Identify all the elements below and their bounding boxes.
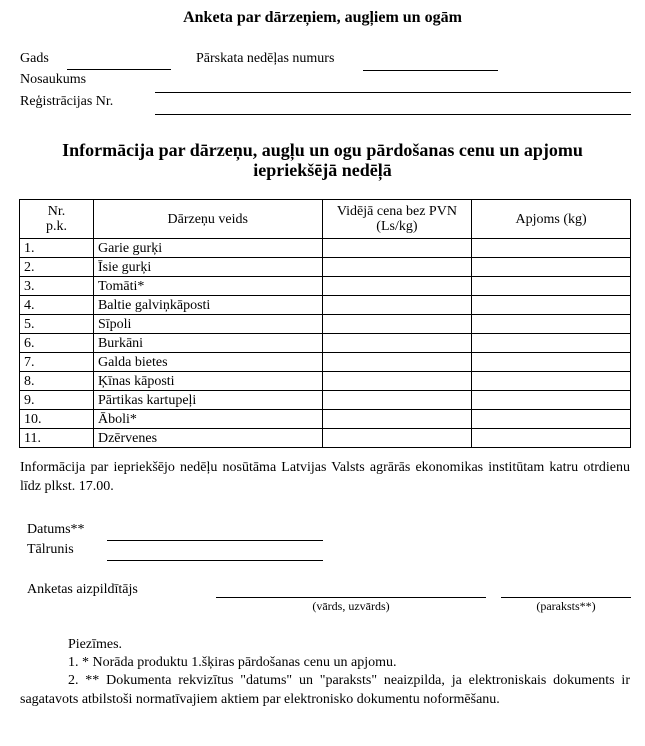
note-2: 2. ** Dokumenta rekvizītus "datums" un "paraksts" neaizpilda, ja elektroniskais dokuments ir sagatavots atbilstoši normatīvajiem aktiem par elektronisko dokumentu noformēšanu. [20,673,630,707]
table-row [20,296,631,315]
reg-field[interactable] [155,114,631,115]
phone-label: Tālrunis [27,542,74,557]
table-row [20,239,631,258]
row-number: 1. [20,239,94,258]
header-nr: Nr. p.k. [20,200,94,239]
section-heading-1: Informācija par dārzeņu, augļu un ogu pārdošanas cenu un apjomu [62,140,583,160]
volume-cell[interactable] [472,353,631,372]
vegetable-type: Dzērvenes [93,429,322,448]
table-row [20,429,631,448]
date-label: Datums** [27,522,85,537]
week-label: Pārskata nedēļas numurs [196,51,335,66]
row-number: 10. [20,410,94,429]
volume-cell[interactable] [472,239,631,258]
table-row [20,353,631,372]
price-cell[interactable] [322,410,472,429]
vegetable-type: Garie gurķi [93,239,322,258]
table-row [20,258,631,277]
table-row [20,372,631,391]
price-cell[interactable] [322,277,472,296]
volume-cell[interactable] [472,258,631,277]
table-row [20,391,631,410]
header-price: Vidējā cena bez PVN (Ls/kg) [322,200,472,239]
year-label: Gads [20,51,49,66]
year-field[interactable] [67,69,171,70]
row-number: 11. [20,429,94,448]
vegetable-type: Īsie gurķi [93,258,322,277]
volume-cell[interactable] [472,372,631,391]
row-number: 2. [20,258,94,277]
note-1: 1. * Norāda produktu 1.šķiras pārdošanas cenu un apjomu. [68,655,397,670]
table-row [20,277,631,296]
vegetable-type: Tomāti* [93,277,322,296]
volume-cell[interactable] [472,410,631,429]
vegetable-type: Ķīnas kāposti [93,372,322,391]
date-field[interactable] [107,540,323,541]
volume-cell[interactable] [472,296,631,315]
price-cell[interactable] [322,353,472,372]
price-cell[interactable] [322,315,472,334]
price-cell[interactable] [322,296,472,315]
table-row [20,410,631,429]
row-number: 3. [20,277,94,296]
price-cell[interactable] [322,258,472,277]
row-number: 9. [20,391,94,410]
vegetable-type: Galda bietes [93,353,322,372]
phone-field[interactable] [107,560,323,561]
table-header [20,200,631,239]
row-number: 5. [20,315,94,334]
sales-table [19,199,631,448]
volume-cell[interactable] [472,429,631,448]
price-cell[interactable] [322,334,472,353]
vegetable-type: Pārtikas kartupeļi [93,391,322,410]
reg-label: Reģistrācijas Nr. [20,94,114,109]
table-row [20,334,631,353]
volume-cell[interactable] [472,315,631,334]
row-number: 8. [20,372,94,391]
filler-label: Anketas aizpildītājs [27,582,138,597]
notes-title: Piezīmes. [68,637,123,652]
vegetable-type: Sīpoli [93,315,322,334]
week-field[interactable] [363,70,498,71]
section-heading-2: iepriekšējā nedēļā [253,160,392,180]
table-row [20,315,631,334]
vegetable-type: Burkāni [93,334,322,353]
row-number: 4. [20,296,94,315]
header-volume: Apjoms (kg) [472,200,631,239]
price-cell[interactable] [322,239,472,258]
row-number: 6. [20,334,94,353]
vegetable-type: Āboli* [93,410,322,429]
header-type: Dārzeņu veids [93,200,322,239]
volume-cell[interactable] [472,391,631,410]
vegetable-type: Baltie galviņkāposti [93,296,322,315]
price-cell[interactable] [322,391,472,410]
row-number: 7. [20,353,94,372]
volume-cell[interactable] [472,334,631,353]
volume-cell[interactable] [472,277,631,296]
info-text: Informācija par iepriekšējo nedēļu nosūtāma Latvijas Valsts agrārās ekonomikas institūtam katru otrdienu līdz plkst. 17.00. [20,460,630,494]
name-label: Nosaukums [20,72,87,87]
name-field[interactable] [155,92,631,93]
sign-caption: (paraksts**) [536,599,596,613]
form-title: Anketa par dārzeņiem, augļiem un ogām [183,9,462,26]
name-caption: (vārds, uzvārds) [312,599,390,613]
price-cell[interactable] [322,372,472,391]
price-cell[interactable] [322,429,472,448]
